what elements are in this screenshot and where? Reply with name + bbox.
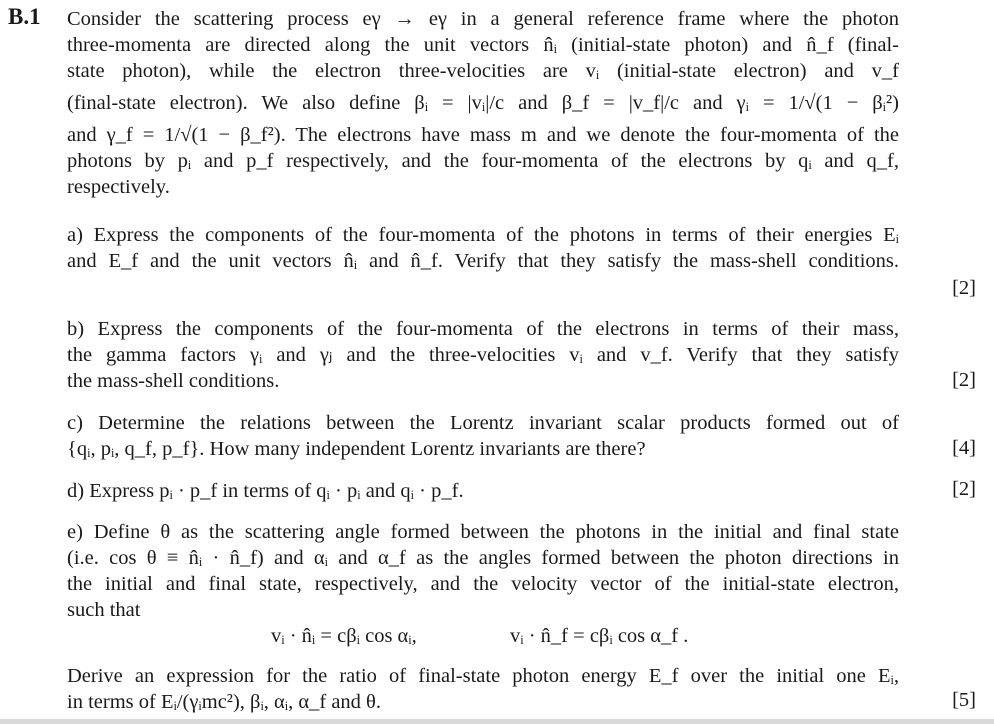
intro-line: Consider the scattering process eγ → eγ in a general reference frame where the photon bbox=[67, 8, 899, 30]
part-e-line: the initial and final state, respectively, and the velocity vector of the initial-state electron, bbox=[67, 573, 899, 595]
part-e-line: (i.e. cos θ ≡ n̂ᵢ · n̂_f) and αᵢ and α_f as the angles formed between the photon directions in bbox=[67, 547, 899, 569]
part-e bbox=[67, 519, 899, 623]
part-b-line: the gamma factors γᵢ and γⱼ and the three-velocities vᵢ and v_f. Verify that they satisfy bbox=[67, 344, 899, 366]
equation-alpha-f: vᵢ · n̂_f = cβᵢ cos α_f . bbox=[510, 625, 689, 647]
problem-intro bbox=[67, 6, 899, 200]
intro-line: and γ_f = 1/√(1 − β_f²). The electrons have mass m and we denote the four-momenta of the bbox=[67, 124, 899, 146]
problem-number: B.1 bbox=[8, 4, 41, 29]
part-e-final-line: in terms of Eᵢ/(γᵢmc²), βᵢ, αᵢ, α_f and θ. bbox=[67, 691, 382, 713]
intro-line: three-momenta are directed along the unit vectors n̂ᵢ (initial-state photon) and n̂_f (final- bbox=[67, 34, 899, 56]
part-c-line: {qᵢ, pᵢ, q_f, p_f}. How many independent Lorentz invariants are there? bbox=[67, 438, 646, 460]
part-a-line: and E_f and the unit vectors n̂ᵢ and n̂_f. Verify that they satisfy the mass-shell conditions. bbox=[67, 250, 899, 272]
part-c-marks: [4] bbox=[952, 437, 976, 459]
part-b-line: b) Express the components of the four-momenta of the electrons in terms of their mass, bbox=[67, 318, 899, 340]
part-c-line: c) Determine the relations between the Lorentz invariant scalar products formed out of bbox=[67, 412, 899, 434]
part-b bbox=[67, 316, 899, 394]
part-e-final-line: Derive an expression for the ratio of final-state photon energy E_f over the initial one Eᵢ, bbox=[67, 665, 899, 687]
part-a-line: a) Express the components of the four-momenta of the photons in terms of their energies Eᵢ bbox=[67, 224, 899, 246]
part-b-marks: [2] bbox=[952, 369, 976, 391]
part-e-marks: [5] bbox=[952, 689, 976, 711]
part-c bbox=[67, 410, 899, 462]
part-a bbox=[67, 222, 899, 274]
intro-line: state photon), while the electron three-velocities are vᵢ (initial-state electron) and v_f bbox=[67, 60, 899, 82]
intro-line: photons by pᵢ and p_f respectively, and the four-momenta of the electrons by qᵢ and q_f, bbox=[67, 150, 899, 172]
page-bottom-divider bbox=[0, 719, 994, 724]
part-e-line: such that bbox=[67, 599, 141, 621]
equation-alpha-i: vᵢ · n̂ᵢ = cβᵢ cos αᵢ, bbox=[271, 625, 417, 647]
part-d bbox=[67, 478, 899, 504]
part-a-marks: [2] bbox=[952, 277, 976, 299]
part-d-line: d) Express pᵢ · p_f in terms of qᵢ · pᵢ and qᵢ · p_f. bbox=[67, 480, 464, 502]
intro-line: respectively. bbox=[67, 176, 170, 198]
part-d-marks: [2] bbox=[952, 478, 976, 500]
part-e-derive bbox=[67, 663, 899, 715]
intro-line-with-highlight: (final-state electron). We also define βᵢ = |vᵢ|/c and β_f = |v_f|/c and γᵢ = 1/√(1 − βᵢ²) bbox=[67, 92, 899, 114]
part-b-line: the mass-shell conditions. bbox=[67, 370, 280, 392]
part-e-line: e) Define θ as the scattering angle formed between the photons in the initial and final state bbox=[67, 521, 899, 543]
